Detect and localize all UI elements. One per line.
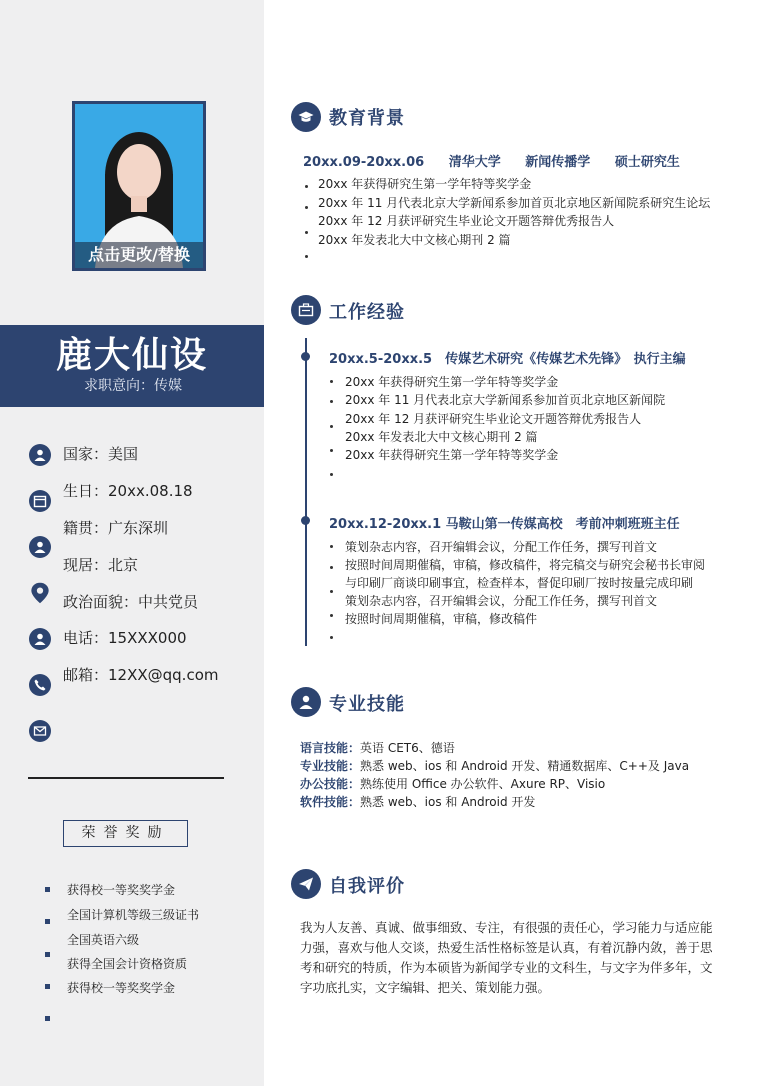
education-item: 20xx 年获得研究生第一学年特等奖学金 bbox=[318, 177, 532, 191]
skill-label: 专业技能： bbox=[300, 759, 361, 773]
education-item: 20xx 年 11 月代表北京大学新闻系参加首页北京地区新闻院系研究生论坛 bbox=[318, 196, 711, 210]
photo-change-caption[interactable]: 点击更改/替换 bbox=[75, 242, 203, 268]
bullet-dot bbox=[330, 473, 333, 476]
self-eval-title: 自我评价 bbox=[329, 876, 405, 897]
briefcase-icon bbox=[291, 295, 321, 325]
name-banner bbox=[0, 325, 264, 407]
honor-item: 获得全国会计资格资质 bbox=[67, 957, 188, 971]
bullet-dot bbox=[330, 449, 333, 452]
honors-title: 荣誉奖励 bbox=[63, 820, 188, 847]
skill-value: 熟练使用 Office 办公软件、Axure RP、Visio bbox=[360, 777, 606, 791]
paper-plane-icon bbox=[291, 869, 321, 899]
education-period: 20xx.09-20xx.06 bbox=[303, 155, 425, 170]
graduation-cap-icon bbox=[291, 102, 321, 132]
bullet-dot bbox=[330, 636, 333, 639]
bullet-dot bbox=[330, 380, 333, 383]
user-icon bbox=[29, 444, 51, 466]
skill-row bbox=[300, 739, 455, 756]
bullet-dot bbox=[330, 590, 333, 593]
honor-bullet bbox=[45, 984, 50, 989]
bullet-dot bbox=[305, 231, 308, 234]
honor-bullet bbox=[45, 919, 50, 924]
user-icon bbox=[291, 687, 321, 717]
timeline-dot bbox=[301, 352, 310, 361]
honor-item: 全国英语六级 bbox=[67, 933, 140, 947]
skill-row bbox=[300, 775, 605, 792]
bullet-dot bbox=[305, 255, 308, 258]
user-icon bbox=[29, 536, 51, 558]
job-item: 20xx 年获得研究生第一学年特等奖学金 bbox=[345, 448, 559, 462]
phone-icon bbox=[29, 674, 51, 696]
bullet-dot bbox=[330, 400, 333, 403]
timeline-dot bbox=[301, 516, 310, 525]
education-major: 新闻传播学 bbox=[525, 155, 591, 170]
info-email: 邮箱：12XX@qq.com bbox=[63, 666, 219, 684]
honor-item: 全国计算机等级三级证书 bbox=[67, 908, 200, 922]
info-country: 国家：美国 bbox=[63, 445, 139, 463]
skill-label: 语言技能： bbox=[300, 741, 361, 755]
job-item: 策划杂志内容，召开编辑会议，分配工作任务，撰写刊首文 bbox=[345, 594, 658, 608]
job-item: 20xx 年 12 月获评研究生毕业论文开题答辩优秀报告人 bbox=[345, 412, 642, 426]
job-item: 与印刷厂商谈印刷事宜，检查样本，督促印刷厂按时按量完成印刷 bbox=[345, 576, 694, 590]
info-birthday: 生日：20xx.08.18 bbox=[63, 482, 193, 500]
user-icon bbox=[29, 628, 51, 650]
honor-item: 获得校一等奖奖学金 bbox=[67, 883, 176, 897]
profile-photo[interactable] bbox=[72, 101, 206, 271]
location-icon bbox=[29, 582, 51, 604]
bullet-dot bbox=[330, 614, 333, 617]
honor-bullet bbox=[45, 887, 50, 892]
skill-value: 熟悉 web、ios 和 Android 开发、精通数据库、C++及 Java bbox=[360, 759, 690, 773]
job-item: 按照时间周期催稿，审稿，修改稿件 bbox=[345, 612, 538, 626]
bullet-dot bbox=[330, 566, 333, 569]
calendar-icon bbox=[29, 490, 51, 512]
skill-label: 软件技能： bbox=[300, 795, 361, 809]
education-title: 教育背景 bbox=[329, 108, 405, 129]
job-header: 20xx.12-20xx.1 马鞍山第一传媒高校 考前冲刺班班主任 bbox=[329, 517, 680, 532]
bullet-dot bbox=[305, 206, 308, 209]
honor-bullet bbox=[45, 952, 50, 957]
bullet-dot bbox=[330, 425, 333, 428]
work-timeline bbox=[305, 338, 307, 646]
education-degree: 硕士研究生 bbox=[614, 155, 680, 170]
honor-item: 获得校一等奖奖学金 bbox=[67, 981, 176, 995]
job-item: 策划杂志内容，召开编辑会议，分配工作任务，撰写刊首文 bbox=[345, 540, 658, 554]
job-item: 20xx 年获得研究生第一学年特等奖学金 bbox=[345, 375, 559, 389]
candidate-name: 鹿大仙设 bbox=[55, 335, 208, 376]
skill-value: 熟悉 web、ios 和 Android 开发 bbox=[360, 795, 536, 809]
sidebar-divider bbox=[28, 777, 224, 779]
info-phone: 电话：15XXX000 bbox=[63, 629, 187, 647]
bullet-dot bbox=[330, 545, 333, 548]
skill-row bbox=[300, 793, 535, 810]
bullet-dot bbox=[305, 185, 308, 188]
mail-icon bbox=[29, 720, 51, 742]
job-item: 20xx 年发表北大中文核心期刊 2 篇 bbox=[345, 430, 538, 444]
education-school: 清华大学 bbox=[448, 155, 501, 170]
job-item: 20xx 年 11 月代表北京大学新闻系参加首页北京地区新闻院 bbox=[345, 393, 666, 407]
skills-title: 专业技能 bbox=[329, 694, 405, 715]
self-eval-text: 我为人友善、真诚、做事细致、专注，有很强的责任心，学习能力与适应能力强，喜欢与他人交谈，热爱生活性格标签是认真，有着沉静内敛，善于思考和研究的特质，作为本硕皆为新闻学专业的文科生，与文字为伴多年，文字功底扎实，文字编辑、把关、策划能力强。 bbox=[300, 920, 713, 995]
job-intention: 求职意向：传媒 bbox=[84, 378, 182, 394]
education-header bbox=[303, 151, 700, 170]
job-header: 20xx.5-20xx.5 传媒艺术研究《传媒艺术先锋》 执行主编 bbox=[329, 352, 686, 367]
education-item: 20xx 年 12 月获评研究生毕业论文开题答辩优秀报告人 bbox=[318, 214, 615, 228]
job-item: 按照时间周期催稿，审稿，修改稿件，将完稿交与研究会秘书长审阅 bbox=[345, 558, 706, 572]
skill-label: 办公技能： bbox=[300, 777, 361, 791]
skill-row bbox=[300, 757, 689, 774]
info-residence: 现居：北京 bbox=[63, 556, 139, 574]
info-political-status: 政治面貌：中共党员 bbox=[63, 593, 199, 611]
education-item: 20xx 年发表北大中文核心期刊 2 篇 bbox=[318, 233, 511, 247]
skill-value: 英语 CET6、德语 bbox=[360, 741, 455, 755]
honor-bullet bbox=[45, 1016, 50, 1021]
info-hometown: 籍贯：广东深圳 bbox=[63, 519, 169, 537]
work-title: 工作经验 bbox=[329, 302, 405, 323]
